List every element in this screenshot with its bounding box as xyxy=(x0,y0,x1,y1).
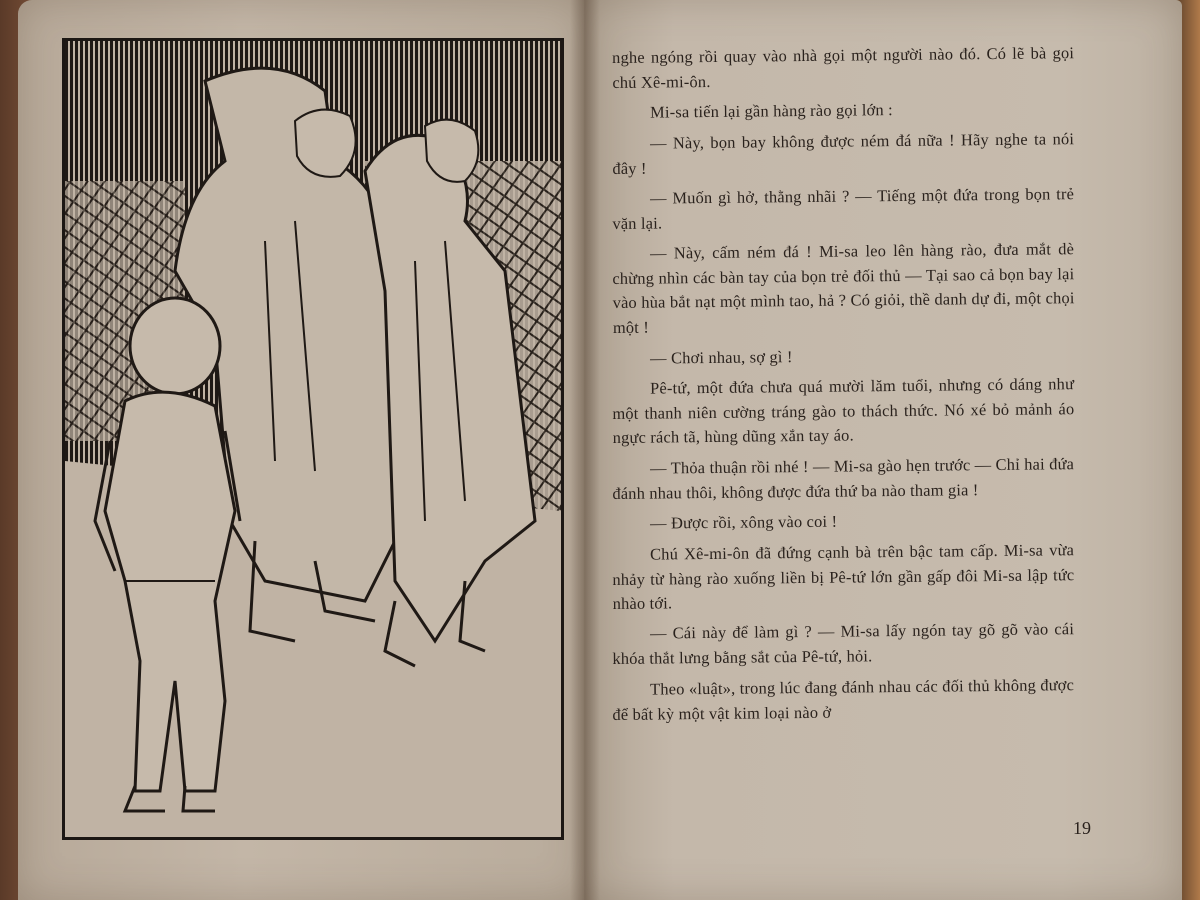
paragraph: — Này, bọn bay không được ném đá nữa ! Hãy nghe ta nói đây ! xyxy=(612,128,1075,178)
paragraph: Mi-sa tiến lại gần hàng rào gọi lớn : xyxy=(650,100,893,122)
paragraph: — Cái này để làm gì ? — Mi-sa lấy ngón tay gõ gõ vào cái khóa thắt lưng bằng sắt của Pê-tứ, hỏi. xyxy=(612,619,1075,669)
paragraph: — Thỏa thuận rồi nhé ! — Mi-sa gào hẹn trước — Chỉ hai đứa đánh nhau thôi, không được đứa thứ ba nào tham gia ! xyxy=(612,454,1075,503)
paragraph: nghe ngóng rồi quay vào nhà gọi một người nào đó. Có lẽ bà gọi chú Xê-mi-ôn. xyxy=(612,43,1075,92)
illustration-drawing xyxy=(65,41,561,837)
page-number: 19 xyxy=(1073,818,1091,838)
book-gutter xyxy=(570,0,600,900)
paragraph: Theo «luật», trong lúc đang đánh nhau các đối thủ không được để bất kỳ một vật kim loại nào ở xyxy=(612,674,1075,724)
paragraph: Chú Xê-mi-ôn đã đứng cạnh bà trên bậc tam cấp. Mi-sa vừa nhảy từ hàng rào xuống liền bị Pê-tứ lớn gần gấp đôi Mi-sa lập tức nhào tới. xyxy=(612,539,1075,613)
paragraph: — Chơi nhau, sợ gì ! xyxy=(650,346,793,368)
paragraph: — Muốn gì hở, thằng nhãi ? — Tiếng một đứa trong bọn trẻ vặn lại. xyxy=(612,184,1075,233)
paragraph: Pê-tứ, một đứa chưa quá mười lăm tuổi, nhưng có dáng như một thanh niên cường tráng gào to thách thức. Nó xé bỏ mảnh áo ngực rách tã, hùng dũng xắn tay áo. xyxy=(612,374,1075,448)
woodcut-illustration xyxy=(62,38,564,840)
paragraph: — Được rồi, xông vào coi ! xyxy=(650,511,838,533)
paragraph: — Này, cấm ném đá ! Mi-sa leo lên hàng rào, đưa mắt dè chừng nhìn các bàn tay của bọn trẻ đối thủ — Tại sao cả bọn bay lại vào hùa bắt nạt một mình tao, hả ? Có giỏi, thề danh dự đi, một chọi một ! xyxy=(612,239,1075,337)
page-text-column xyxy=(612,43,1075,733)
